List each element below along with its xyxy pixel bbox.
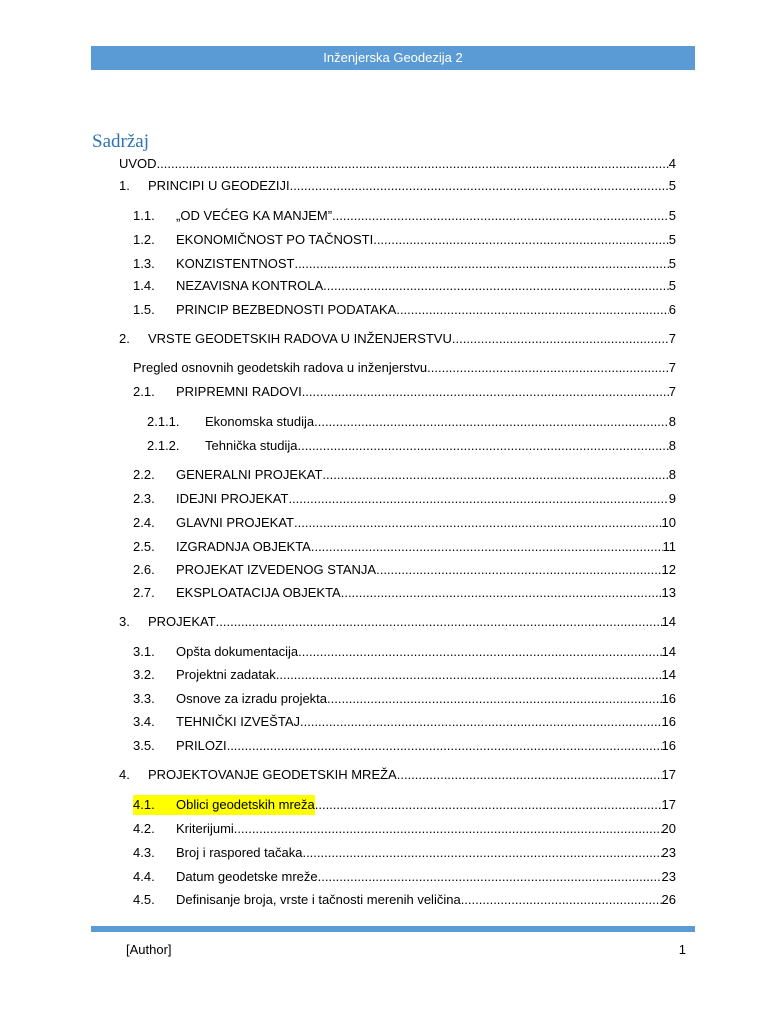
toc-entry-page: 12: [661, 562, 676, 577]
toc-entry-number: 3.: [119, 614, 130, 629]
toc-entry-label: GLAVNI PROJEKAT: [176, 515, 294, 530]
toc-entry-page: 20: [661, 821, 676, 836]
toc-entry-page: 8: [668, 467, 676, 482]
toc-entry-page: 23: [661, 845, 676, 860]
toc-entry-page: 5: [668, 208, 676, 223]
toc-dot-leader: [294, 513, 662, 533]
toc-entry-page: 7: [668, 384, 676, 399]
toc-entry-page: 8: [668, 438, 676, 453]
toc-entry-number: 3.3.: [133, 691, 155, 706]
toc-entry-label: EKSPLOATACIJA OBJEKTA: [176, 585, 341, 600]
toc-entry-label: Osnove za izradu projekta: [176, 691, 328, 706]
toc-dot-leader: [290, 176, 669, 196]
toc-entry-label: NEZAVISNA KONTROLA: [176, 278, 324, 293]
toc-entry[interactable]: [133, 712, 676, 732]
toc-entry[interactable]: [133, 819, 676, 839]
toc-entry-label: Broj i raspored tačaka: [176, 845, 303, 860]
toc-entry-number: 2.6.: [133, 562, 155, 577]
toc-entry-number: 2.3.: [133, 491, 155, 506]
toc-entry[interactable]: [119, 176, 676, 196]
toc-dot-leader: [322, 465, 668, 485]
toc-dot-leader: [288, 489, 668, 509]
toc-dot-leader: [373, 230, 669, 250]
toc-entry-number: 1.4.: [133, 278, 155, 293]
toc-dot-leader: [327, 689, 662, 709]
toc-entry[interactable]: [133, 736, 676, 756]
toc-entry-label: PROJEKTOVANJE GEODETSKIH MREŽA: [148, 767, 397, 782]
toc-entry[interactable]: [133, 358, 676, 378]
toc-entry[interactable]: [133, 843, 676, 863]
toc-entry-number: 3.4.: [133, 714, 155, 729]
toc-entry-page: 11: [662, 539, 676, 554]
toc-title: Sadržaj: [92, 131, 149, 152]
toc-entry-number: 4.3.: [133, 845, 155, 860]
toc-dot-leader: [294, 254, 668, 274]
toc-entry-label: Opšta dokumentacija: [176, 644, 299, 659]
toc-entry-page: 16: [661, 738, 676, 753]
toc-entry-number: 3.1.: [133, 644, 155, 659]
footer-author: [Author]: [126, 942, 172, 957]
toc-dot-leader: [298, 436, 669, 456]
toc-entry-number: 4.4.: [133, 869, 155, 884]
toc-entry-page: 5: [668, 278, 676, 293]
toc-entry[interactable]: [133, 230, 676, 250]
toc-dot-leader: [302, 843, 661, 863]
toc-entry[interactable]: [119, 154, 676, 174]
toc-entry-label: „OD VEĆEG KA MANJEM”: [176, 208, 333, 223]
toc-entry-page: 16: [661, 691, 676, 706]
toc-entry-number: 4.2.: [133, 821, 155, 836]
toc-entry-page: 14: [661, 667, 676, 682]
footer-rule: [91, 926, 695, 932]
toc-entry-label: Datum geodetske mreže: [176, 869, 318, 884]
toc-entry-label: Oblici geodetskih mreža: [176, 795, 315, 815]
toc-entry[interactable]: [133, 206, 676, 226]
toc-entry-label: TEHNIČKI IZVEŠTAJ: [176, 714, 300, 729]
toc-entry-page: 13: [661, 585, 676, 600]
toc-entry[interactable]: [133, 513, 676, 533]
toc-dot-leader: [216, 612, 662, 632]
toc-dot-leader: [300, 712, 662, 732]
toc-dot-leader: [234, 819, 662, 839]
toc-entry-number: 2.5.: [133, 539, 155, 554]
toc-entry-label: PRILOZI: [176, 738, 227, 753]
toc-dot-leader: [396, 300, 668, 320]
toc-entry-label: EKONOMIČNOST PO TAČNOSTI: [176, 232, 374, 247]
toc-entry-label: PRIPREMNI RADOVI: [176, 384, 302, 399]
toc-entry-label: Tehnička studija: [205, 438, 298, 453]
toc-entry-page: 16: [661, 714, 676, 729]
toc-dot-leader: [323, 276, 669, 296]
toc-dot-leader: [227, 736, 662, 756]
toc-entry-page: 5: [668, 178, 676, 193]
toc-entry[interactable]: [119, 765, 676, 785]
toc-dot-leader: [302, 382, 669, 402]
toc-entry-page: 8: [668, 414, 676, 429]
toc-entry-label: PRINCIPI U GEODEZIJI: [148, 178, 290, 193]
toc-entry[interactable]: [133, 254, 676, 274]
toc-entry-label: IDEJNI PROJEKAT: [176, 491, 289, 506]
toc-dot-leader: [311, 537, 663, 557]
toc-entry-page: 14: [661, 614, 676, 629]
toc-entry-number: 1.5.: [133, 302, 155, 317]
toc-entry-number: 2.1.2.: [147, 438, 180, 453]
header-title: Inženjerska Geodezija 2: [323, 50, 463, 65]
toc-dot-leader: [376, 560, 661, 580]
toc-entry[interactable]: [133, 689, 676, 709]
toc-entry[interactable]: [133, 276, 676, 296]
toc-entry-number: 4.1.: [133, 795, 176, 815]
toc-entry-page: 4: [668, 156, 676, 171]
toc-dot-leader: [341, 583, 662, 603]
toc-entry-page: 26: [661, 892, 676, 907]
toc-entry-number: 2.4.: [133, 515, 155, 530]
toc-entry-number: 1.2.: [133, 232, 155, 247]
toc-entry[interactable]: [133, 642, 676, 662]
toc-dot-leader: [314, 412, 669, 432]
footer-page-number: 1: [678, 942, 686, 957]
page-header: [91, 46, 695, 70]
toc-entry[interactable]: [133, 867, 676, 887]
toc-entry[interactable]: [133, 537, 676, 557]
toc-entry-page: 7: [668, 331, 676, 346]
toc-entry-label: PROJEKAT IZVEDENOG STANJA: [176, 562, 377, 577]
toc-entry[interactable]: [119, 329, 676, 349]
toc-entry[interactable]: [133, 583, 676, 603]
toc-entry-page: 17: [661, 797, 676, 812]
toc-entry-label: IZGRADNJA OBJEKTA: [176, 539, 311, 554]
toc-entry-page: 9: [668, 491, 676, 506]
toc-entry-number: 3.5.: [133, 738, 155, 753]
toc-entry[interactable]: [147, 436, 676, 456]
toc-entry[interactable]: [133, 795, 676, 815]
toc-entry-label: Definisanje broja, vrste i tačnosti merenih veličina: [176, 892, 461, 907]
toc-entry-number: 2.2.: [133, 467, 155, 482]
toc-dot-leader: [461, 890, 662, 910]
toc-dot-leader: [332, 206, 669, 226]
toc-entry-page: 10: [661, 515, 676, 530]
toc-entry[interactable]: [133, 560, 676, 580]
toc-entry-page: 7: [668, 360, 676, 375]
toc-entry[interactable]: [119, 612, 676, 632]
toc-entry-label: GENERALNI PROJEKAT: [176, 467, 323, 482]
toc-dot-leader: [427, 358, 669, 378]
toc-entry-number: 1.1.: [133, 208, 155, 223]
toc-entry-page: 17: [661, 767, 676, 782]
toc-entry-page: 23: [661, 869, 676, 884]
toc-entry[interactable]: [133, 300, 676, 320]
toc-entry-page: 6: [668, 302, 676, 317]
toc-dot-leader: [452, 329, 669, 349]
toc-entry-number: 1.: [119, 178, 130, 193]
toc-entry-number: 4.: [119, 767, 130, 782]
toc-entry-label: PROJEKAT: [148, 614, 216, 629]
toc-dot-leader: [298, 642, 661, 662]
toc-entry[interactable]: [133, 382, 676, 402]
toc-entry-label: Ekonomska studija: [205, 414, 315, 429]
toc-entry-label: Pregled osnovnih geodetskih radova u inženjerstvu: [133, 360, 428, 375]
toc-entry-label: VRSTE GEODETSKIH RADOVA U INŽENJERSTVU: [148, 331, 452, 346]
toc-entry-number: 4.5.: [133, 892, 155, 907]
toc-entry[interactable]: [133, 465, 676, 485]
toc-entry-number: 2.7.: [133, 585, 155, 600]
toc-dot-leader: [397, 765, 662, 785]
toc-entry-number: 1.3.: [133, 256, 155, 271]
toc-entry[interactable]: [133, 665, 676, 685]
toc-entry[interactable]: [133, 890, 676, 910]
toc-entry[interactable]: [133, 489, 676, 509]
toc-entry-number: 2.1.: [133, 384, 155, 399]
toc-entry-page: 5: [668, 232, 676, 247]
toc-entry-label: KONZISTENTNOST: [176, 256, 295, 271]
toc-entry-page: 14: [661, 644, 676, 659]
toc-entry-label: PRINCIP BEZBEDNOSTI PODATAKA: [176, 302, 397, 317]
toc-entry[interactable]: [147, 412, 676, 432]
toc-entry-label: Projektni zadatak: [176, 667, 276, 682]
toc-dot-leader: [318, 867, 662, 887]
toc-entry-label: UVOD: [119, 156, 157, 171]
toc-entry-number: 3.2.: [133, 667, 155, 682]
toc-entry-number: 2.1.1.: [147, 414, 180, 429]
toc-entry-label: Kriterijumi: [176, 821, 234, 836]
toc-dot-leader: [157, 154, 669, 174]
toc-dot-leader: [276, 665, 662, 685]
toc-entry-page: 5: [668, 256, 676, 271]
toc-dot-leader: [315, 795, 662, 815]
toc-entry-number: 2.: [119, 331, 130, 346]
